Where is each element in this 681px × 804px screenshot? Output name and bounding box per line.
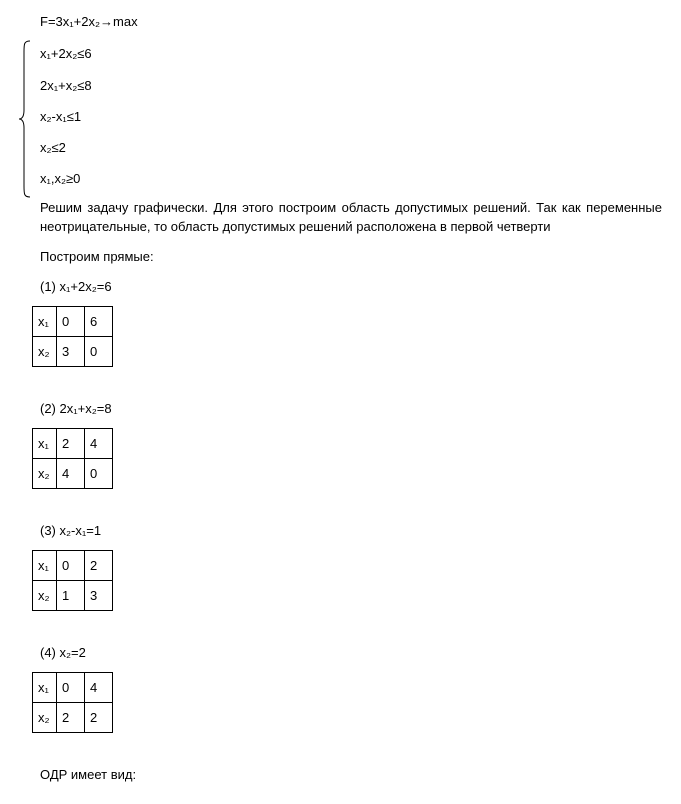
objective-function: F=3x₁+2x₂→max [40, 14, 138, 29]
constraint-1: x₁+2x₂≤6 [40, 46, 92, 61]
line-3-table [32, 550, 113, 611]
line-4-table [32, 672, 113, 733]
table-cell: 0 [85, 459, 113, 489]
system-brace [18, 40, 32, 198]
table-row [33, 337, 113, 367]
constraint-5: x₁,x₂≥0 [40, 171, 81, 186]
table-cell: 2 [57, 703, 85, 733]
line-4-title: (4) x₂=2 [40, 645, 86, 660]
table-cell: 4 [85, 673, 113, 703]
table-cell: 4 [57, 459, 85, 489]
table-cell: x₂ [33, 337, 57, 367]
table-cell: x₂ [33, 459, 57, 489]
table-row [33, 703, 113, 733]
table-cell: 2 [57, 429, 85, 459]
table-cell: 1 [57, 581, 85, 611]
table-row [33, 307, 113, 337]
table-cell: 2 [85, 703, 113, 733]
table-cell: 2 [85, 551, 113, 581]
line-1-table [32, 306, 113, 367]
table-cell: 0 [57, 673, 85, 703]
table-row [33, 673, 113, 703]
table-cell: 3 [85, 581, 113, 611]
solution-paragraph: Решим задачу графически. Для этого построим область допустимых решений. Так как переменные неотрицательные, то область допустимых решений расположена в первой четверти [40, 200, 662, 234]
line-3-title: (3) x₂-x₁=1 [40, 523, 102, 538]
table-row [33, 429, 113, 459]
build-lines-heading: Построим прямые: [40, 249, 154, 264]
constraint-2: 2x₁+x₂≤8 [40, 78, 92, 93]
table-cell: 3 [57, 337, 85, 367]
table-row [33, 551, 113, 581]
table-row [33, 581, 113, 611]
odr-heading: ОДР имеет вид: [40, 767, 137, 782]
table-cell: 0 [85, 337, 113, 367]
table-cell: 6 [85, 307, 113, 337]
table-cell: 0 [57, 307, 85, 337]
table-cell: x₂ [33, 581, 57, 611]
table-cell: x₁ [33, 551, 57, 581]
line-1-title: (1) x₁+2x₂=6 [40, 279, 112, 294]
table-cell: x₁ [33, 307, 57, 337]
table-cell: 4 [85, 429, 113, 459]
constraint-3: x₂-x₁≤1 [40, 109, 82, 124]
line-2-title: (2) 2x₁+x₂=8 [40, 401, 112, 416]
table-cell: x₁ [33, 429, 57, 459]
table-cell: x₂ [33, 703, 57, 733]
table-row [33, 459, 113, 489]
constraint-4: x₂≤2 [40, 140, 66, 155]
line-2-table [32, 428, 113, 489]
table-cell: 0 [57, 551, 85, 581]
table-cell: x₁ [33, 673, 57, 703]
